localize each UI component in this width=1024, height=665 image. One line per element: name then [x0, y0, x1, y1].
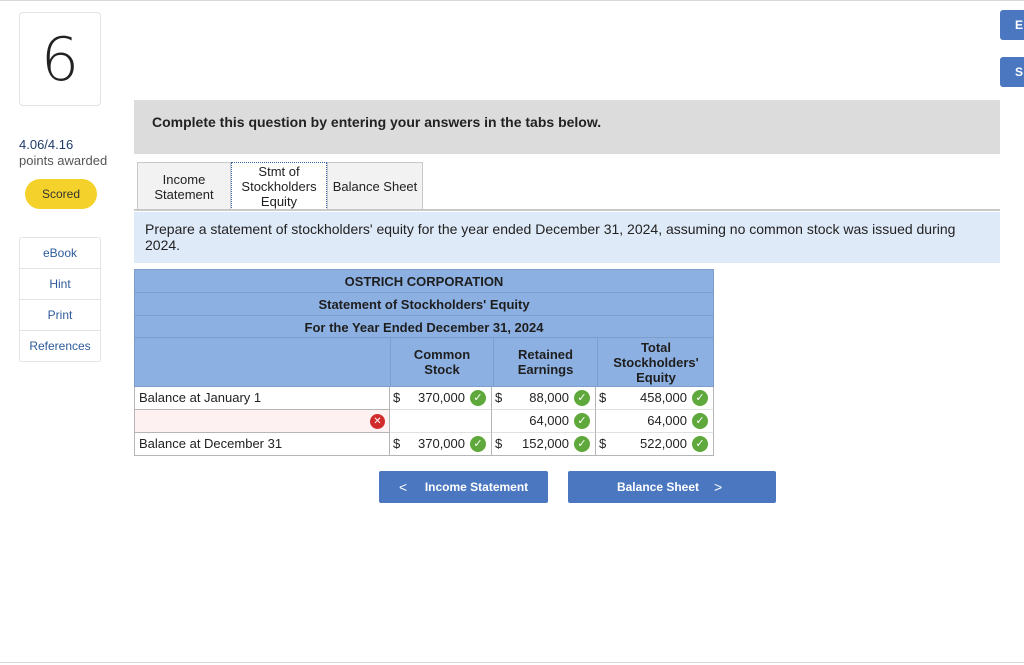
ebook-link[interactable]: eBook [20, 238, 100, 269]
check-icon: ✓ [692, 413, 708, 429]
print-link[interactable]: Print [20, 300, 100, 331]
column-header-line: Stockholders' [613, 354, 699, 370]
tab-stmt-of-stockholders-equity[interactable] [231, 162, 327, 210]
scored-badge: Scored [25, 179, 97, 209]
resource-links [19, 237, 101, 362]
row-label-input[interactable] [134, 410, 390, 433]
check-icon: ✓ [574, 390, 590, 406]
check-icon: ✓ [470, 390, 486, 406]
check-icon: ✓ [692, 436, 708, 452]
cell-value: 64,000 [529, 413, 569, 428]
instruction-banner [134, 100, 1000, 154]
check-icon: ✓ [574, 413, 590, 429]
common-stock-input[interactable] [390, 410, 492, 433]
retained-earnings-input[interactable] [492, 433, 596, 456]
currency-symbol: $ [393, 436, 401, 451]
hint-link[interactable]: Hint [20, 269, 100, 300]
table-row-net-income [134, 410, 714, 433]
points-score: 4.06/4.16 [19, 137, 74, 152]
table-row-balance-dec-31 [134, 433, 714, 456]
company-name: OSTRICH CORPORATION [134, 269, 714, 292]
total-equity-input[interactable] [596, 433, 714, 456]
tab-label-line: Balance Sheet [332, 179, 418, 194]
column-header-line: Total [640, 339, 672, 355]
next-balance-sheet-button[interactable] [568, 471, 776, 503]
row-label[interactable]: Balance at December 31 [134, 433, 390, 456]
currency-symbol: $ [393, 390, 401, 405]
tab-label-line: Statement [154, 186, 214, 202]
column-header-line: Equity [636, 369, 676, 385]
prev-button-label: Income Statement [424, 480, 529, 494]
column-header-line: Retained [518, 347, 573, 362]
column-header-line: Common [413, 347, 471, 362]
column-header-common-stock [390, 338, 493, 386]
tab-label-line: Equity [260, 194, 298, 209]
check-icon: ✓ [574, 436, 590, 452]
check-icon: ✓ [692, 390, 708, 406]
currency-symbol: $ [599, 436, 607, 451]
chevron-right-icon: > [714, 479, 723, 495]
currency-symbol: $ [495, 436, 503, 451]
row-label[interactable]: Balance at January 1 [134, 387, 390, 410]
retained-earnings-input[interactable] [492, 387, 596, 410]
tab-balance-sheet[interactable] [327, 162, 423, 210]
tab-label-line: Stockholders [241, 179, 317, 194]
question-prompt [134, 212, 1000, 263]
prev-income-statement-button[interactable] [379, 471, 548, 503]
statement-title: Statement of Stockholders' Equity [134, 292, 714, 315]
chevron-left-icon: < [399, 479, 408, 495]
tab-label-line: Income [162, 171, 206, 187]
cell-value: 458,000 [640, 390, 687, 405]
column-headers [134, 338, 714, 387]
tab-income-statement[interactable] [137, 162, 231, 210]
column-header-line: Stock [424, 362, 460, 377]
next-button-label: Balance Sheet [616, 480, 700, 494]
edge-button-e[interactable]: E [1000, 10, 1024, 40]
column-header-line: Earnings [517, 362, 574, 377]
bottom-divider [0, 662, 1024, 663]
statement-table [134, 269, 714, 456]
top-divider [0, 0, 1024, 1]
cell-value: 522,000 [640, 436, 687, 451]
cell-value: 64,000 [647, 413, 687, 428]
points-label: points awarded [19, 153, 108, 168]
prompt-text: Prepare a statement of stockholders' equity for the year ended December 31, 2024, assuming no common stock was issued during 2024. [145, 221, 956, 253]
retained-earnings-input[interactable] [492, 410, 596, 433]
edge-button-s[interactable]: S [1000, 57, 1024, 87]
instruction-text: Complete this question by entering your answers in the tabs below. [152, 114, 602, 130]
statement-period: For the Year Ended December 31, 2024 [134, 315, 714, 338]
cell-value: 152,000 [522, 436, 569, 451]
currency-symbol: $ [495, 390, 503, 405]
references-link[interactable]: References [29, 339, 91, 353]
table-row-balance-jan-1 [134, 387, 714, 410]
total-equity-input[interactable] [596, 410, 714, 433]
column-header-total-equity [597, 338, 714, 386]
total-equity-input[interactable] [596, 387, 714, 410]
cell-value: 88,000 [529, 390, 569, 405]
common-stock-input[interactable] [390, 387, 492, 410]
tab-label-line: Stmt of [258, 164, 300, 179]
common-stock-input[interactable] [390, 433, 492, 456]
check-icon: ✓ [470, 436, 486, 452]
currency-symbol: $ [599, 390, 607, 405]
answer-tabs [137, 162, 423, 210]
tab-divider [134, 209, 1000, 211]
cell-value: 370,000 [418, 436, 465, 451]
cell-value: 370,000 [418, 390, 465, 405]
question-number: 6 [19, 12, 101, 106]
incorrect-x-icon: ✕ [370, 414, 385, 429]
column-header-retained-earnings [493, 338, 597, 386]
